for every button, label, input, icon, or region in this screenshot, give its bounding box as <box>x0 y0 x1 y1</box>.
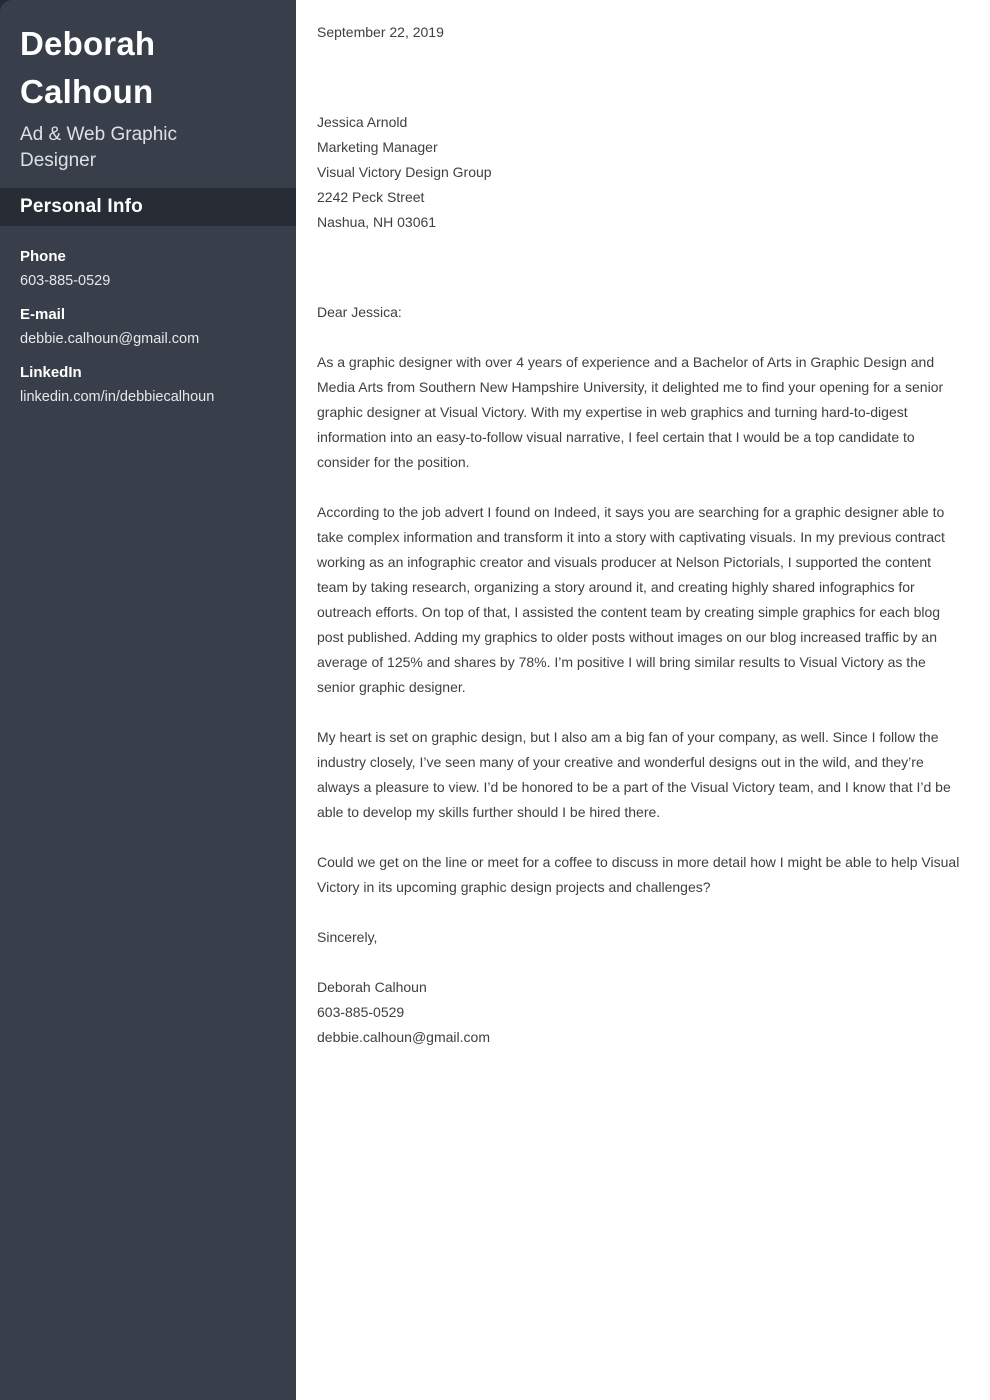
contact-linkedin <box>20 360 276 410</box>
contact-phone-label: Phone <box>20 248 66 265</box>
recipient-city: Nashua, NH 03061 <box>317 214 437 230</box>
recipient-company: Visual Victory Design Group <box>317 164 492 180</box>
contact-phone <box>20 244 276 294</box>
signature-email: debbie.calhoun@gmail.com <box>317 1029 490 1045</box>
personal-info-section-band <box>0 188 296 226</box>
candidate-name: Deborah Calhoun <box>20 25 156 110</box>
contact-linkedin-label: LinkedIn <box>20 364 82 381</box>
signature-block <box>317 975 966 1050</box>
paragraph-experience: According to the job advert I found on Indeed, it says you are searching for a graphic designer able to take complex information and transform it into a story with captivating visuals. In my previous contract working as an infographic creator and visuals producer at Nelson Pictorials, I supported the content team by taking research, organizing a story around it, and creating highly shared infographics for outreach efforts. On top of that, I assisted the content team by creating simple graphics for each blog post published. Adding my graphics to older posts without images on our blog increased traffic by an average of 125% and shares by 78%. I’m positive I will bring similar results to Visual Victory as the senior graphic designer. <box>317 504 945 695</box>
letter-body <box>296 0 990 1400</box>
recipient-name: Jessica Arnold <box>317 114 408 130</box>
contact-email-value: debbie.calhoun@gmail.com <box>20 331 200 347</box>
letter-date: September 22, 2019 <box>317 24 444 40</box>
signature-name: Deborah Calhoun <box>317 979 427 995</box>
sidebar <box>0 0 296 1400</box>
closing: Sincerely, <box>317 929 378 945</box>
recipient-street: 2242 Peck Street <box>317 189 425 205</box>
contact-linkedin-value: linkedin.com/in/debbiecalhoun <box>20 389 215 405</box>
paragraph-call-to-action: Could we get on the line or meet for a coffee to discuss in more detail how I might be able to help Visual Victory in its upcoming graphic design projects and challenges? <box>317 854 960 895</box>
contact-phone-value: 603-885-0529 <box>20 273 111 289</box>
recipient-block <box>317 110 966 235</box>
salutation: Dear Jessica: <box>317 304 402 320</box>
paragraph-company-fit: My heart is set on graphic design, but I also am a big fan of your company, as well. Since I follow the industry closely, I’ve seen many of your creative and wonderful designs out in the wild, and they’re always a pleasure to view. I’d be honored to be a part of the Visual Victory team, and I know that I’d be able to develop my skills further should I be hired there. <box>317 729 951 820</box>
candidate-job-title: Ad & Web Graphic Designer <box>20 124 178 171</box>
contact-email <box>20 302 276 352</box>
recipient-role: Marketing Manager <box>317 139 438 155</box>
contact-list <box>0 226 296 410</box>
personal-info-header: Personal Info <box>20 196 143 217</box>
signature-phone: 603-885-0529 <box>317 1004 405 1020</box>
paragraph-intro: As a graphic designer with over 4 years of experience and a Bachelor of Arts in Graphic Design and Media Arts from Southern New Hampshire University, it delighted me to find your opening for a senior graphic designer at Visual Victory. With my expertise in web graphics and turning hard-to-digest information into an easy-to-follow visual narrative, I feel certain that I would be a top candidate to consider for the position. <box>317 354 944 470</box>
contact-email-label: E-mail <box>20 306 66 323</box>
